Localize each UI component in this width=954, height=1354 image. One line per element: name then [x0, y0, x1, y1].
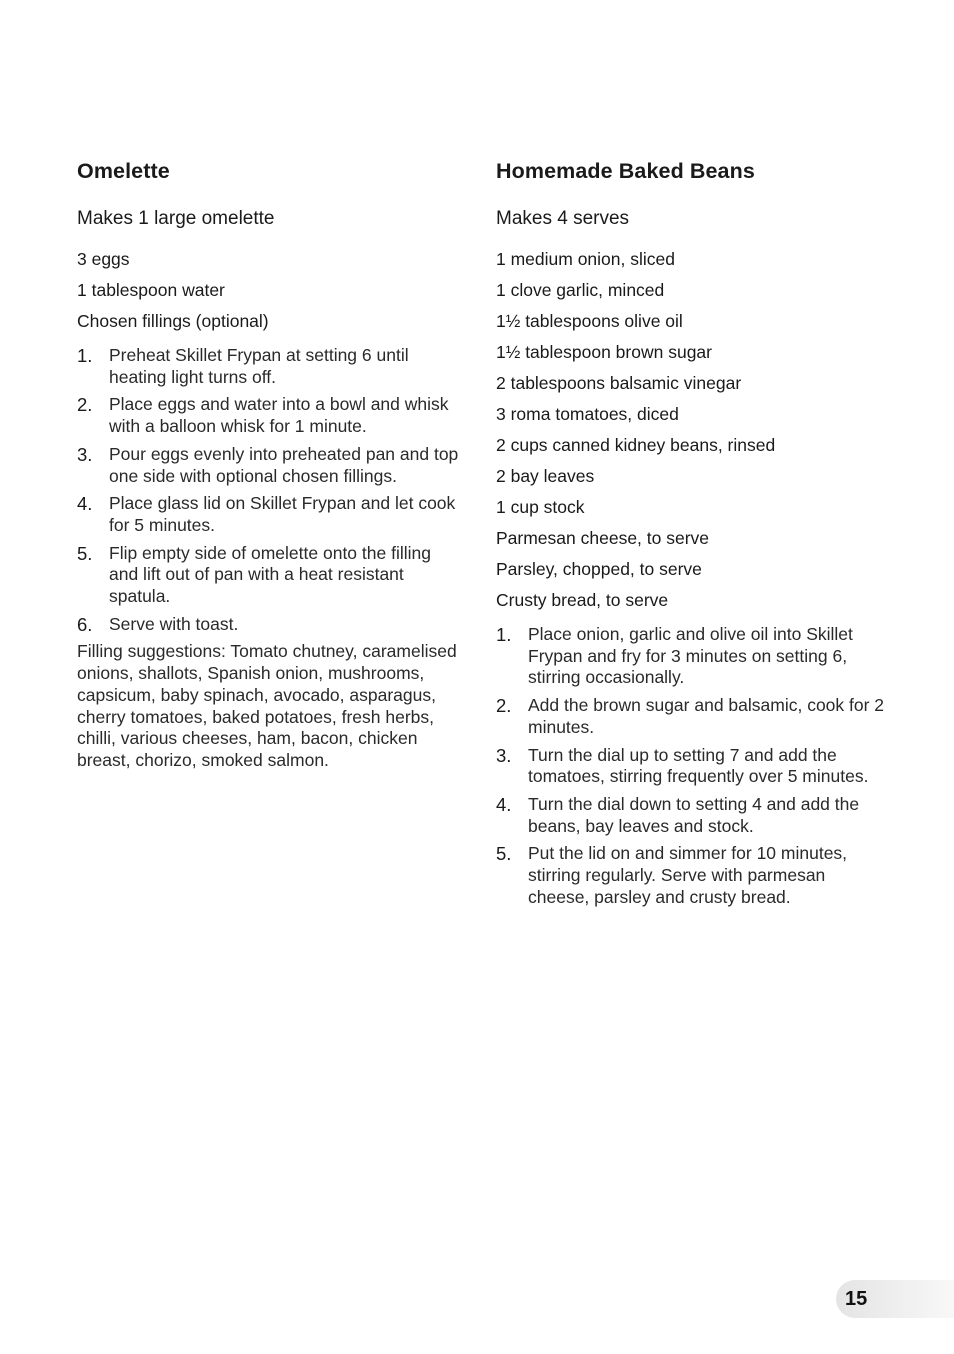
- step-text: Pour eggs evenly into preheated pan and top one side with optional chosen fillings.: [109, 443, 459, 486]
- method-step: [77, 345, 462, 388]
- ingredient-item: Crusty bread, to serve: [496, 590, 669, 610]
- method-step: [496, 624, 886, 689]
- method-step: [77, 444, 462, 487]
- ingredient-item: 1 tablespoon water: [77, 280, 225, 300]
- step-text: Place eggs and water into a bowl and whisk with a balloon whisk for 1 minute.: [109, 394, 449, 437]
- step-text: Flip empty side of omelette onto the filling and lift out of pan with a heat resistant spatula.: [109, 542, 431, 607]
- step-text: Add the brown sugar and balsamic, cook for 2 minutes.: [528, 695, 885, 737]
- ingredient-item: 3 eggs: [77, 249, 130, 269]
- step-number: 1.: [77, 345, 93, 366]
- recipe-yield: Makes 4 serves: [496, 208, 630, 229]
- recipe-yield: Makes 1 large omelette: [77, 208, 275, 229]
- baked-beans-recipe: [496, 155, 886, 914]
- ingredient-item: Parsley, chopped, to serve: [496, 559, 702, 579]
- ingredient-list: [496, 248, 886, 620]
- recipe-title: Omelette: [77, 159, 170, 183]
- method-step: [77, 493, 462, 536]
- ingredient-item: 1½ tablespoons olive oil: [496, 311, 683, 331]
- step-text: Serve with toast.: [109, 613, 239, 634]
- filling-suggestions: Filling suggestions: Tomato chutney, caramelised onions, shallots, Spanish onion, mushrooms, capsicum, baby spinach, avocado, asparagus, cherry tomatoes, baked potatoes, fresh herbs, chilli, various cheeses, ham, bacon, chicken breast, chorizo, smoked salmon.: [77, 641, 457, 770]
- method-step: [496, 794, 886, 837]
- step-number: 1.: [496, 624, 512, 645]
- ingredient-list: [77, 248, 462, 341]
- step-number: 4.: [77, 493, 93, 515]
- ingredient-item: 1 clove garlic, minced: [496, 280, 665, 300]
- recipe-title: Homemade Baked Beans: [496, 159, 755, 183]
- method-step: [77, 614, 462, 636]
- step-text: Turn the dial up to setting 7 and add the tomatoes, stirring frequently over 5 minutes.: [528, 744, 869, 787]
- step-number: 2.: [496, 695, 512, 717]
- step-number: 6.: [77, 613, 93, 635]
- method-step: [77, 543, 462, 608]
- step-text: Place glass lid on Skillet Frypan and let cook for 5 minutes.: [109, 493, 456, 535]
- omelette-recipe: [77, 155, 462, 772]
- ingredient-item: 2 tablespoons balsamic vinegar: [496, 373, 742, 393]
- ingredient-item: Chosen fillings (optional): [77, 311, 269, 331]
- step-number: 5.: [496, 843, 512, 865]
- method-steps: [77, 345, 462, 635]
- page-number: 15: [845, 1288, 868, 1310]
- step-number: 5.: [77, 542, 93, 564]
- step-number: 4.: [496, 793, 512, 815]
- ingredient-item: Parmesan cheese, to serve: [496, 528, 710, 548]
- method-step: [496, 745, 886, 788]
- step-number: 3.: [77, 443, 93, 465]
- method-step: [77, 394, 462, 437]
- step-text: Preheat Skillet Frypan at setting 6 until heating light turns off.: [109, 345, 409, 387]
- method-steps: [496, 624, 886, 908]
- method-step: [496, 695, 886, 738]
- ingredient-item: 1 cup stock: [496, 497, 585, 517]
- step-text: Put the lid on and simmer for 10 minutes, stirring regularly. Serve with parmesan cheese, parsley and crusty bread.: [528, 843, 848, 907]
- step-text: Turn the dial down to setting 4 and add the beans, bay leaves and stock.: [528, 793, 860, 836]
- ingredient-item: 1½ tablespoon brown sugar: [496, 342, 712, 362]
- method-step: [496, 843, 886, 908]
- step-number: 3.: [496, 744, 512, 766]
- step-text: Place onion, garlic and olive oil into Skillet Frypan and fry for 3 minutes on setting 6, stirring occasionally.: [528, 624, 853, 688]
- ingredient-item: 1 medium onion, sliced: [496, 249, 675, 269]
- ingredient-item: 2 bay leaves: [496, 466, 595, 486]
- ingredient-item: 2 cups canned kidney beans, rinsed: [496, 435, 776, 455]
- ingredient-item: 3 roma tomatoes, diced: [496, 404, 679, 424]
- step-number: 2.: [77, 394, 93, 416]
